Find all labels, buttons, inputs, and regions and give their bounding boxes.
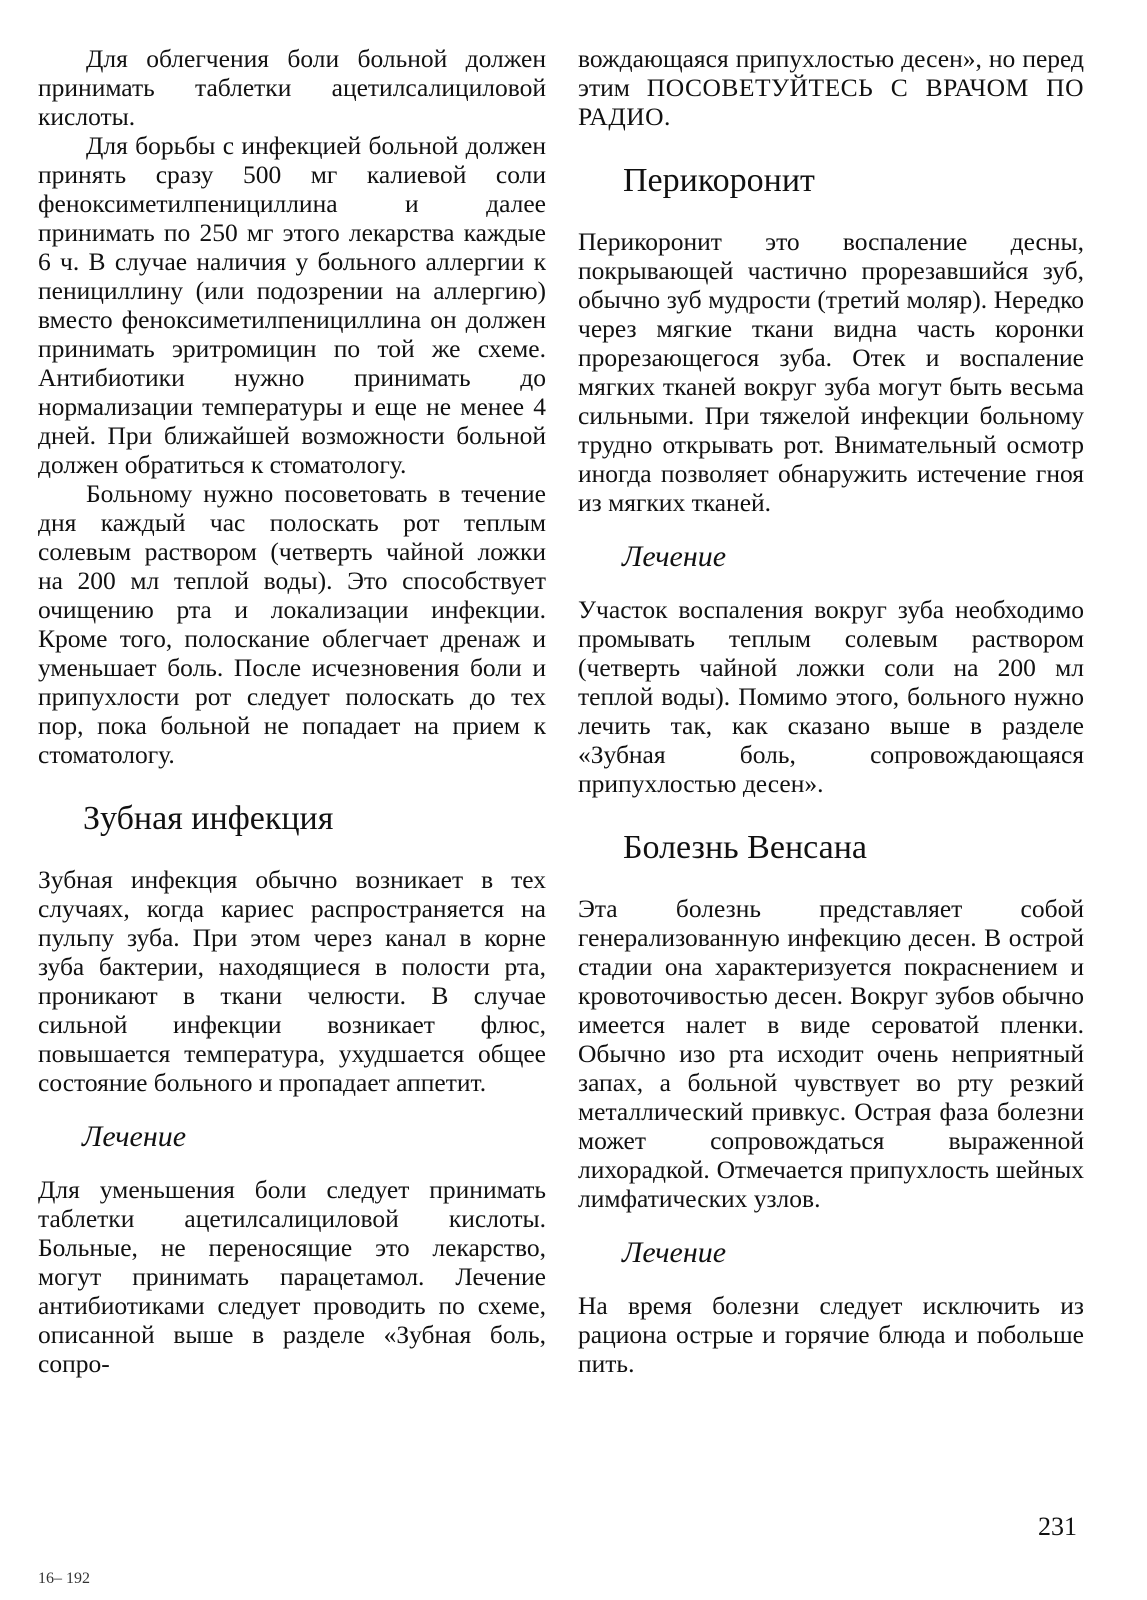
section-heading-dental-infection: Зубная инфекция — [83, 800, 334, 837]
printer-signature: 16– 192 — [38, 1570, 90, 1587]
section-heading-vincent-disease: Болезнь Венсана — [623, 829, 868, 866]
section-heading-pericoronitis: Перикоронит — [623, 162, 815, 199]
continuation-text: вождающаяся припухлостью десен», но перед этим — [578, 44, 1084, 102]
subheading-treatment: Лечение — [622, 1236, 727, 1269]
paragraph: Для борьбы с инфекцией больной должен принять сразу 500 мг калиевой соли феноксиметилпенициллина и далее принимать по 250 мг этого лекарства каждые 6 ч. В случае наличия у больного аллергии к пенициллину (или подозрении на аллергию) вместо феноксиметилпенициллина он должен принимать эритромицин по той же схеме. Антибиотики нужно принимать до нормализации температуры и еще не менее 4 дней. При ближайшей возможности больной должен обратиться к стоматологу. — [38, 131, 546, 479]
left-column — [38, 44, 546, 1378]
paragraph: Эта болезнь представляет собой генерализованную инфекцию десен. В острой стадии она характеризуется покраснением и кровоточивостью десен. Вокруг зубов обычно имеется налет в виде сероватой пленки. Обычно изо рта исходит очень неприятный запах, а больной чувствует во рту резкий металлический привкус. Острая фаза болезни может сопровождаться выраженной лихорадкой. Отмечается припухлость шейных лимфатических узлов. — [578, 894, 1084, 1213]
right-column — [578, 44, 1084, 1378]
paragraph: Больному нужно посоветовать в течение дня каждый час полоскать рот теплым солевым раствором (четверть чайной ложки на 200 мл теплой воды). Это способствует очищению рта и локализации инфекции. Кроме того, полоскание облегчает дренаж и уменьшает боль. После исчезновения боли и припухлости рот следует полоскать до тех пор, пока больной не попадает на прием к стоматологу. — [38, 479, 546, 769]
subheading-treatment: Лечение — [622, 540, 727, 573]
paragraph: На время болезни следует исключить из рациона острые и горячие блюда и побольше пить. — [578, 1291, 1084, 1378]
radio-advice-caps: ПОСОВЕТУЙТЕСЬ С ВРАЧОМ ПО РАДИО. — [578, 73, 1084, 131]
paragraph: Участок воспаления вокруг зуба необходимо промывать теплым солевым раствором (четверть чайной ложки соли на 200 мл теплой воды). Помимо этого, больного нужно лечить так, как сказано выше в разделе «Зубная боль, сопровождающаяся припухлостью десен». — [578, 595, 1084, 798]
paragraph — [578, 44, 1084, 131]
paragraph: Для уменьшения боли следует принимать таблетки ацетилсалициловой кислоты. Больные, не переносящие это лекарство, могут принимать парацетамол. Лечение антибиотиками следует проводить по схеме, описанной выше в разделе «Зубная боль, сопро- — [38, 1175, 546, 1378]
page-number: 231 — [1038, 1512, 1077, 1541]
paragraph: Зубная инфекция обычно возникает в тех случаях, когда кариес распространяется на пульпу зуба. При этом через канал в корне зуба бактерии, находящиеся в полости рта, проникают в ткани челюсти. В случае сильной инфекции возникает флюс, повышается температура, ухудшается общее состояние больного и пропадает аппетит. — [38, 865, 546, 1097]
paragraph: Перикоронит это воспаление десны, покрывающей частично прорезавшийся зуб, обычно зуб мудрости (третий моляр). Нередко через мягкие ткани видна часть коронки прорезающегося зуба. Отек и воспаление мягких тканей вокруг зуба могут быть весьма сильными. При тяжелой инфекции больному трудно открывать рот. Внимательный осмотр иногда позволяет обнаружить истечение гноя из мягких тканей. — [578, 227, 1084, 517]
paragraph: Для облегчения боли больной должен принимать таблетки ацетилсалициловой кислоты. — [38, 44, 546, 131]
subheading-treatment: Лечение — [82, 1120, 187, 1153]
